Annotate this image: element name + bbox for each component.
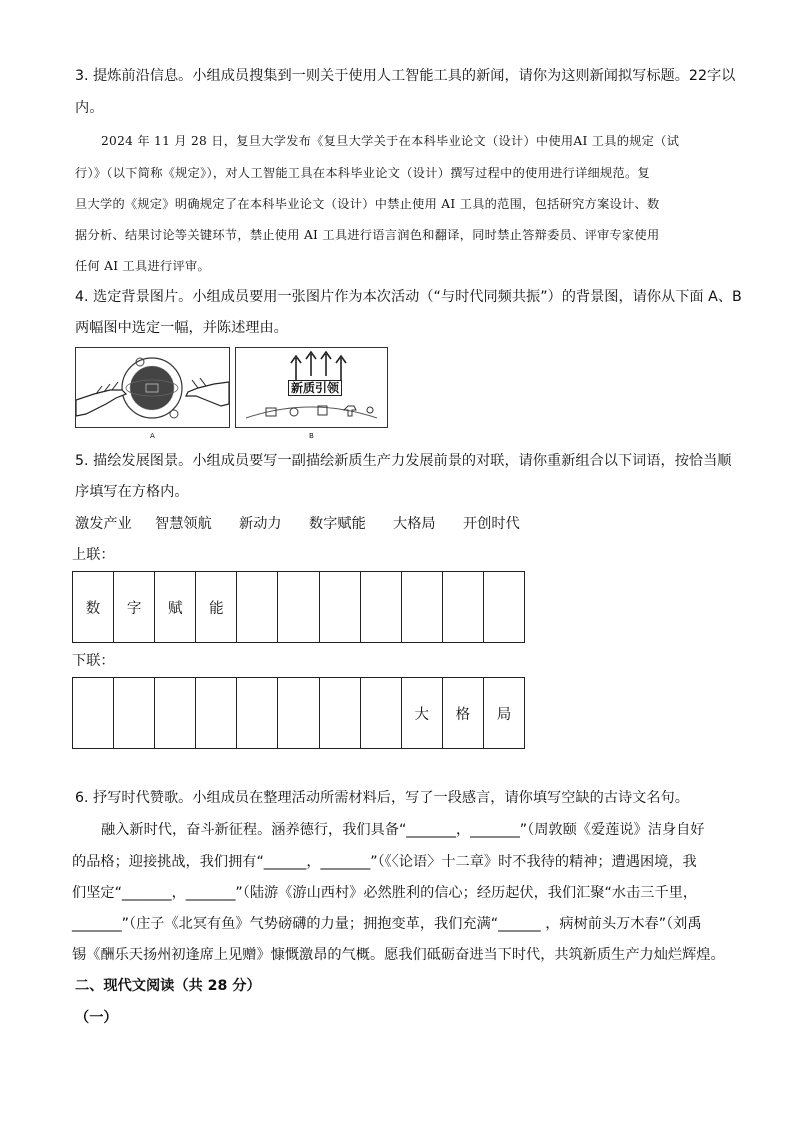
- grid-cell[interactable]: 赋: [155, 572, 196, 643]
- grid-cell[interactable]: 局: [483, 678, 524, 749]
- q3-news-line: 据分析、结果讨论等关键环节，禁止使用 AI 工具进行语言润色和翻译，同时禁止答辩委员、评审专家使用: [75, 228, 660, 242]
- word-item: 大格局: [393, 516, 436, 532]
- upper-couplet-grid: [72, 571, 525, 643]
- grid-cell[interactable]: 能: [196, 572, 237, 643]
- word-item: 开创时代: [463, 516, 520, 532]
- word-item: 数字赋能: [309, 516, 366, 532]
- grid-cell[interactable]: [319, 572, 360, 643]
- grid-cell[interactable]: 字: [114, 572, 155, 643]
- grid-cell[interactable]: [278, 678, 319, 749]
- image-b-label: B: [309, 432, 314, 440]
- section-subheading: （一）: [75, 1010, 118, 1026]
- grid-cell[interactable]: 格: [442, 678, 483, 749]
- q3-news-line: 2024 年 11 月 28 日，复旦大学发布《复旦大学关于在本科毕业论文（设计）中使用AI 工具的规定（试: [101, 134, 680, 148]
- lower-couplet-grid: [72, 677, 525, 749]
- grid-cell[interactable]: [237, 572, 278, 643]
- hands-and-globe-illustration: [76, 348, 229, 427]
- grid-cell[interactable]: [401, 572, 442, 643]
- q6-para-line: 们坚定“_______，_______”（陆游《游山西村》必然胜利的信心；经历起伏，我们汇聚“水击三千里，: [72, 885, 698, 901]
- q4-line1: 4. 选定背景图片。小组成员要用一张图片作为本次活动（“与时代同频共振”）的背景图，请你从下面 A、B: [75, 289, 742, 305]
- grid-cell[interactable]: [483, 572, 524, 643]
- image-a-label: A: [150, 432, 155, 440]
- upper-couplet-label: 上联：: [72, 547, 115, 563]
- grid-cell[interactable]: [155, 678, 196, 749]
- q3-news-line: 行）》（以下简称《规定》），对人工智能工具在本科毕业论文（设计）撰写过程中的使用进行详细规范。复: [75, 166, 650, 180]
- grid-cell[interactable]: [442, 572, 483, 643]
- grid-cell[interactable]: [360, 572, 401, 643]
- q6-para-line: 融入新时代，奋斗新征程。涵养德行，我们具备“_______，_______”（周敦颐《爱莲说》洁身自好: [101, 822, 705, 838]
- word-item: 智慧领航: [155, 516, 212, 532]
- grid-cell[interactable]: 数: [73, 572, 114, 643]
- q6-para-line: _______”（庄子《北冥有鱼》气势磅礴的力量；拥抱变革，我们充满“______ ，病树前头万木春”（刘禹: [72, 916, 702, 932]
- image-b-title: 新质引领: [288, 380, 342, 396]
- q6-para-line: 锡《酬乐天扬州初逢席上见赠》慷慨激昂的气概。愿我们砥砺奋进当下时代，共筑新质生产力灿烂辉煌。: [72, 947, 725, 963]
- q3-line1: 3. 提炼前沿信息。小组成员搜集到一则关于使用人工智能工具的新闻，请你为这则新闻拟写标题。22字以: [75, 68, 736, 84]
- q3-line2: 内。: [75, 100, 104, 116]
- q5-line1: 5. 描绘发展图景。小组成员要写一副描绘新质生产力发展前景的对联，请你重新组合以下词语，按恰当顺: [75, 453, 732, 469]
- q4-line2: 两幅图中选定一幅，并陈述理由。: [75, 320, 288, 336]
- grid-cell[interactable]: [360, 678, 401, 749]
- section-heading: 二、现代文阅读（共 28 分）: [75, 978, 261, 994]
- q3-news-line: 旦大学的《规定》明确规定了在本科毕业论文（设计）中禁止使用 AI 工具的范围，包括研究方案设计、数: [75, 197, 660, 211]
- q6-line1: 6. 抒写时代赞歌。小组成员在整理活动所需材料后，写了一段感言，请你填写空缺的古诗文名句。: [75, 790, 689, 806]
- grid-cell[interactable]: [73, 678, 114, 749]
- word-item: 激发产业: [75, 516, 132, 532]
- grid-cell[interactable]: [278, 572, 319, 643]
- image-b: [235, 347, 388, 428]
- grid-cell[interactable]: [196, 678, 237, 749]
- grid-cell[interactable]: [319, 678, 360, 749]
- q3-news-line: 任何 AI 工具进行评审。: [75, 259, 210, 273]
- grid-cell[interactable]: 大: [401, 678, 442, 749]
- word-item: 新动力: [239, 516, 282, 532]
- q6-para-line: 的品格；迎接挑战，我们拥有“______，_______”（《〈论语〉十二章》时不我待的精神；遭遇困境，我: [72, 854, 697, 870]
- grid-cell[interactable]: [237, 678, 278, 749]
- lower-couplet-label: 下联：: [72, 653, 115, 669]
- image-a: [75, 347, 230, 428]
- q5-line2: 序填写在方格内。: [75, 484, 189, 500]
- grid-cell[interactable]: [114, 678, 155, 749]
